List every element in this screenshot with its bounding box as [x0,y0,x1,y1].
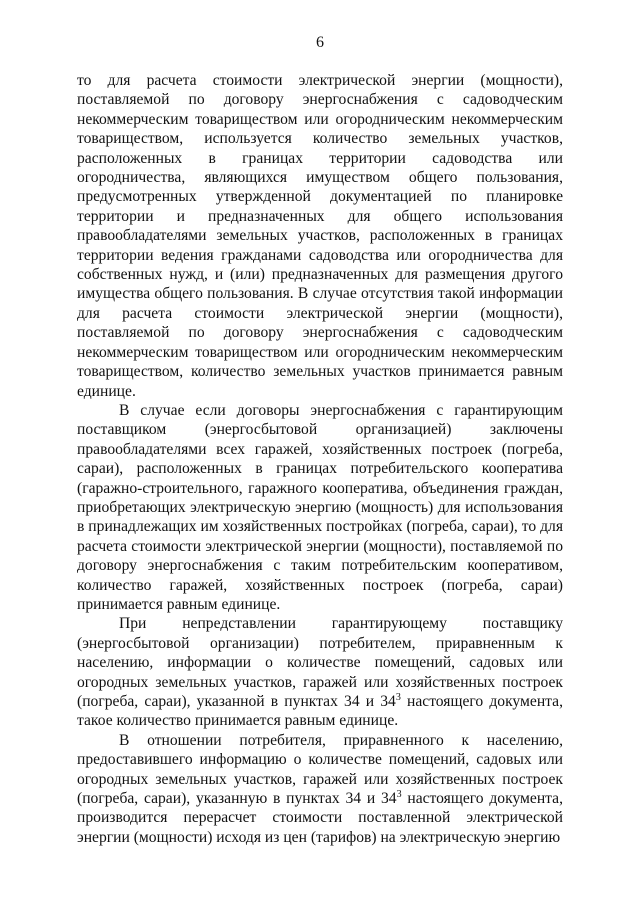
paragraph-3-superscript: 3 [395,691,401,703]
paragraph-4-text-after: настоящего документа, производится перерасчет стоимости поставленной электрической энергии (мощности) исходя из цен (тарифов) на электрическую энергию [77,790,563,846]
paragraph-4-superscript: 3 [396,788,402,800]
paragraph-4-text-before: В отношении потребителя, приравненного к населению, предоставившего информацию о количестве помещений, садовых или огородных земельных участков, гаражей или хозяйственных построек (погреба, сараи), указанную в пунктах 34 и 34 [77,731,563,808]
paragraph-3 [77,614,563,730]
page-number: 6 [316,34,324,51]
paragraph-1: то для расчета стоимости электрической энергии (мощности), поставляемой по договору энергоснабжения с садоводческим некоммерческим товариществом или огородническим некоммерческим товариществом, используется количество земельных участков, расположенных в границах территории садоводства или огородничества, являющихся имуществом общего пользования, предусмотренных утвержденной документацией по планировке территории и предназначенных для общего использования правообладателями земельных участков, расположенных в границах территории ведения гражданами садоводства или огородничества для собственных нужд, и (или) предназначенных для размещения другого имущества общего пользования. В случае отсутствия такой информации для расчета стоимости электрической энергии (мощности), поставляемой по договору энергоснабжения с садоводческим некоммерческим товариществом или огородническим некоммерческим товариществом, количество земельных участков принимается равным единице. [77,72,563,400]
paragraph-3-text-before: При непредставлении гарантирующему поставщику (энергосбытовой организации) потребителем, приравненным к населению, информации о количестве помещений, садовых или огородных земельных участков, гаражей или хозяйственных построек (погреба, сараи), указанной в пунктах 34 и 34 [77,615,563,710]
paragraph-3-text-after: настоящего документа, такое количество принимается равным единице. [77,693,563,730]
document-body [77,71,563,847]
paragraph-2: В случае если договоры энергоснабжения с гарантирующим поставщиком (энергосбытовой организацией) заключены правообладателями всех гаражей, хозяйственных построек (погреба, сараи), расположенных в границах потребительского кооператива (гаражно-строительного, гаражного кооператива, объединения граждан, приобретающих электрическую энергию (мощность) для использования в принадлежащих им хозяйственных постройках (погреба, сараи), то для расчета стоимости электрической энергии (мощности), поставляемой по договору энергоснабжения с таким потребительским кооперативом, количество гаражей, хозяйственных построек (погреба, сараи) принимается равным единице. [77,401,563,613]
paragraph-4 [77,731,563,847]
